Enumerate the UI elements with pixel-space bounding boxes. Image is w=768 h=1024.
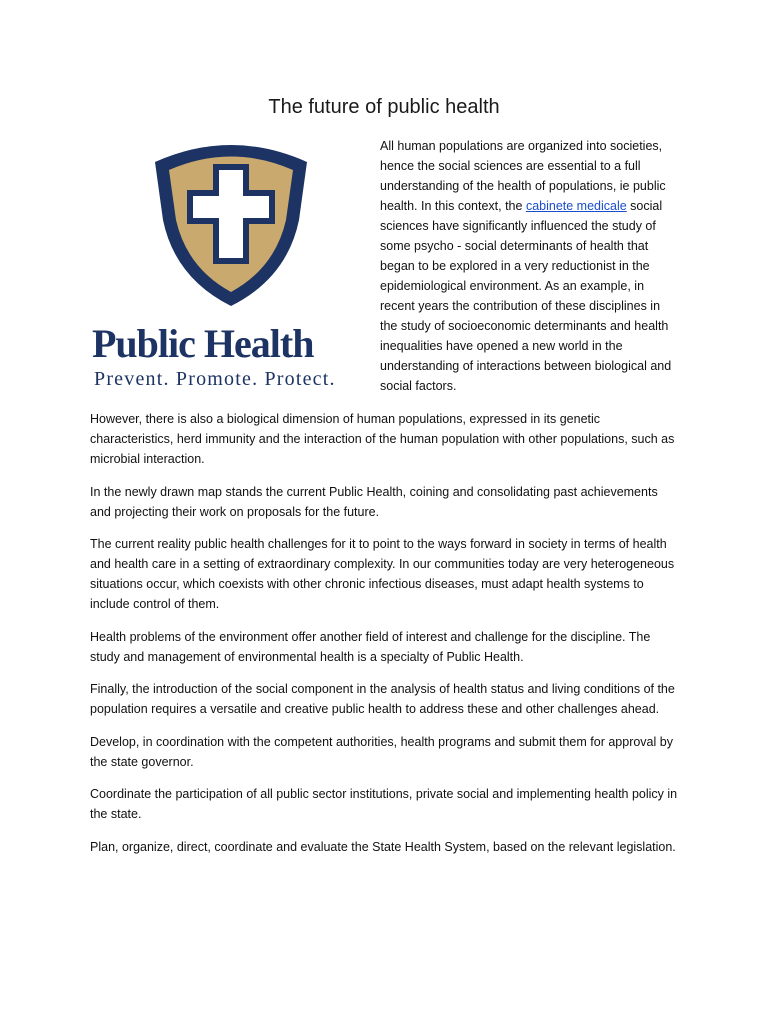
paragraph: However, there is also a biological dimension of human populations, expressed in its genetic characteristics, herd immunity and the interaction of the human population with other populations, such as microbial interaction.	[90, 412, 675, 466]
page-title: The future of public health	[268, 96, 500, 118]
cabinete-medicale-link[interactable]: cabinete medicale	[525, 199, 627, 213]
paragraph: In the newly drawn map stands the current Public Health, coining and consolidating past achievements and projecting their work on proposals for the future.	[90, 484, 658, 519]
intro-text-before-link: All human populations are organized into societies, hence the social sciences are essential to a full understanding of the health of populations, ie public health. In this context, the	[380, 139, 666, 213]
intro-paragraph	[380, 136, 680, 396]
shield-cross-icon	[147, 138, 315, 310]
paragraph: The current reality public health challenges for it to point to the ways forward in society in terms of health and health care in a setting of extraordinary complexity. In our communities today are very heterogeneous situations occur, which coexists with other chronic infectious diseases, must adapt health systems to include control of them.	[90, 537, 675, 611]
paragraph: Health problems of the environment offer another field of interest and challenge for the discipline. The study and management of environmental health is a specialty of Public Health.	[90, 629, 651, 664]
body-text	[90, 409, 680, 869]
logo-tagline: Prevent. Promote. Protect.	[94, 368, 336, 390]
paragraph: Finally, the introduction of the social component in the analysis of health status and living conditions of the population requires a versatile and creative public health to address these and other challenges ahead.	[90, 682, 675, 716]
logo-wordmark: Public Health	[92, 321, 314, 366]
intro-text-after-link: social sciences have significantly influenced the study of some psycho - social determinants of health that began to be explored in a very reductionist in the epidemiological environment. As an example, in recent years the contribution of these disciplines in the study of socioeconomic determinants and health inequalities have opened a new world in the understanding of interactions between biological and social factors.	[380, 199, 672, 393]
paragraph: Coordinate the participation of all public sector institutions, private social and implementing health policy in the state.	[90, 787, 678, 821]
paragraph: Plan, organize, direct, coordinate and evaluate the State Health System, based on the relevant legislation.	[90, 839, 676, 854]
paragraph: Develop, in coordination with the competent authorities, health programs and submit them for approval by the state governor.	[90, 734, 673, 769]
public-health-logo	[92, 138, 372, 398]
